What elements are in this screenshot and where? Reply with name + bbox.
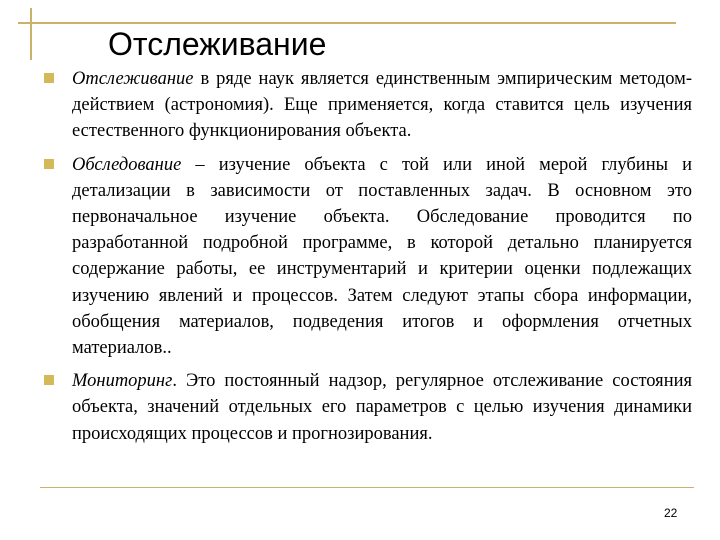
- bullet-item-survey: [44, 152, 692, 362]
- bullet-text: [72, 152, 692, 362]
- decorative-bottom-line: [40, 487, 694, 488]
- decorative-vertical-line: [30, 8, 32, 60]
- term-description: в ряде наук является единственным эмпирическим методом-действием (астрономия). Еще применяется, когда ставится цель изучения естественного функционирования объекта.: [72, 69, 692, 142]
- bullet-list: [44, 66, 692, 454]
- square-bullet-icon: [44, 375, 54, 385]
- term-label: Мониторинг: [72, 371, 173, 392]
- term-label: Отслеживание: [72, 69, 194, 89]
- square-bullet-icon: [44, 159, 54, 169]
- bullet-item-tracking: [44, 66, 692, 145]
- term-description: . Это постоянный надзор, регулярное отслеживание состояния объекта, значений отдельных его параметров с целью изучения динамики происходящих процессов и прогнозирования.: [72, 371, 692, 444]
- bullet-item-monitoring: [44, 368, 692, 447]
- bullet-text: [72, 66, 692, 145]
- term-description: – изучение объекта с той или иной мерой глубины и детализации в зависимости от поставленных задач. В основном это первоначальное изучение объекта. Обследование проводится по разработанной подробной программе, в которой детально планируется содержание работы, ее инструментарий и критерии оценки подлежащих изучению явлений и процессов. Затем следуют этапы сбора информации, обобщения материалов, подведения итогов и оформления отчетных материалов..: [72, 154, 692, 359]
- slide-title: Отслеживание: [108, 26, 327, 62]
- bullet-text: [72, 368, 692, 447]
- square-bullet-icon: [44, 73, 54, 83]
- term-label: Обследование: [72, 154, 182, 175]
- page-number: 22: [664, 506, 678, 520]
